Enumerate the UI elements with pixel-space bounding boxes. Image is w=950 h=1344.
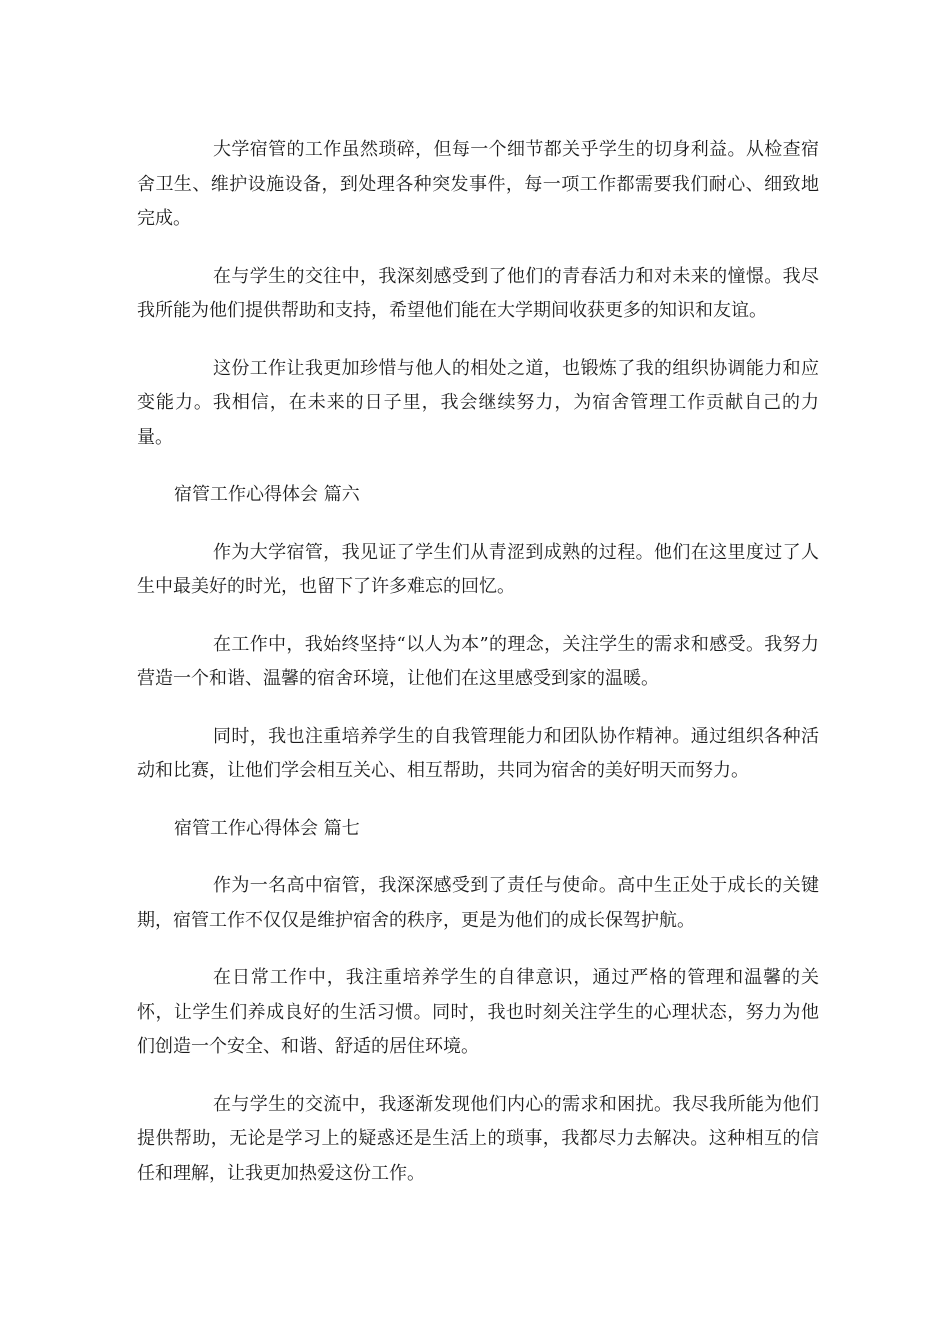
paragraph: 在工作中，我始终坚持“以人为本”的理念，关注学生的需求和感受。我努力营造一个和谐、温馨的宿舍环境，让他们在这里感受到家的温暖。 <box>137 633 819 689</box>
paragraph: 这份工作让我更加珍惜与他人的相处之道，也锻炼了我的组织协调能力和应变能力。我相信，在未来的日子里，我会继续努力，为宿舍管理工作贡献自己的力量。 <box>137 357 819 448</box>
paragraph: 在与学生的交往中，我深刻感受到了他们的青春活力和对未来的憧憬。我尽我所能为他们提供帮助和支持，希望他们能在大学期间收获更多的知识和友谊。 <box>137 265 819 321</box>
paragraph: 大学宿管的工作虽然琐碎，但每一个细节都关乎学生的切身利益。从检查宿舍卫生、维护设施设备，到处理各种突发事件，每一项工作都需要我们耐心、细致地完成。 <box>137 139 819 229</box>
section-heading: 宿管工作心得体会 篇六 <box>174 484 360 505</box>
paragraph: 作为一名高中宿管，我深深感受到了责任与使命。高中生正处于成长的关键期，宿管工作不仅仅是维护宿舍的秩序，更是为他们的成长保驾护航。 <box>137 875 819 931</box>
paragraph: 在日常工作中，我注重培养学生的自律意识，通过严格的管理和温馨的关怀，让学生们养成良好的生活习惯。同时，我也时刻关注学生的心理状态，努力为他们创造一个安全、和谐、舒适的居住环境。 <box>137 967 819 1057</box>
paragraph: 作为大学宿管，我见证了学生们从青涩到成熟的过程。他们在这里度过了人生中最美好的时光，也留下了许多难忘的回忆。 <box>137 541 819 597</box>
paragraph: 同时，我也注重培养学生的自我管理能力和团队协作精神。通过组织各种活动和比赛，让他们学会相互关心、相互帮助，共同为宿舍的美好明天而努力。 <box>137 725 819 781</box>
document-body <box>137 133 819 1214</box>
paragraph: 在与学生的交流中，我逐渐发现他们内心的需求和困扰。我尽我所能为他们提供帮助，无论是学习上的疑惑还是生活上的琐事，我都尽力去解决。这种相互的信任和理解，让我更加热爱这份工作。 <box>137 1093 819 1184</box>
section-heading: 宿管工作心得体会 篇七 <box>174 817 360 839</box>
